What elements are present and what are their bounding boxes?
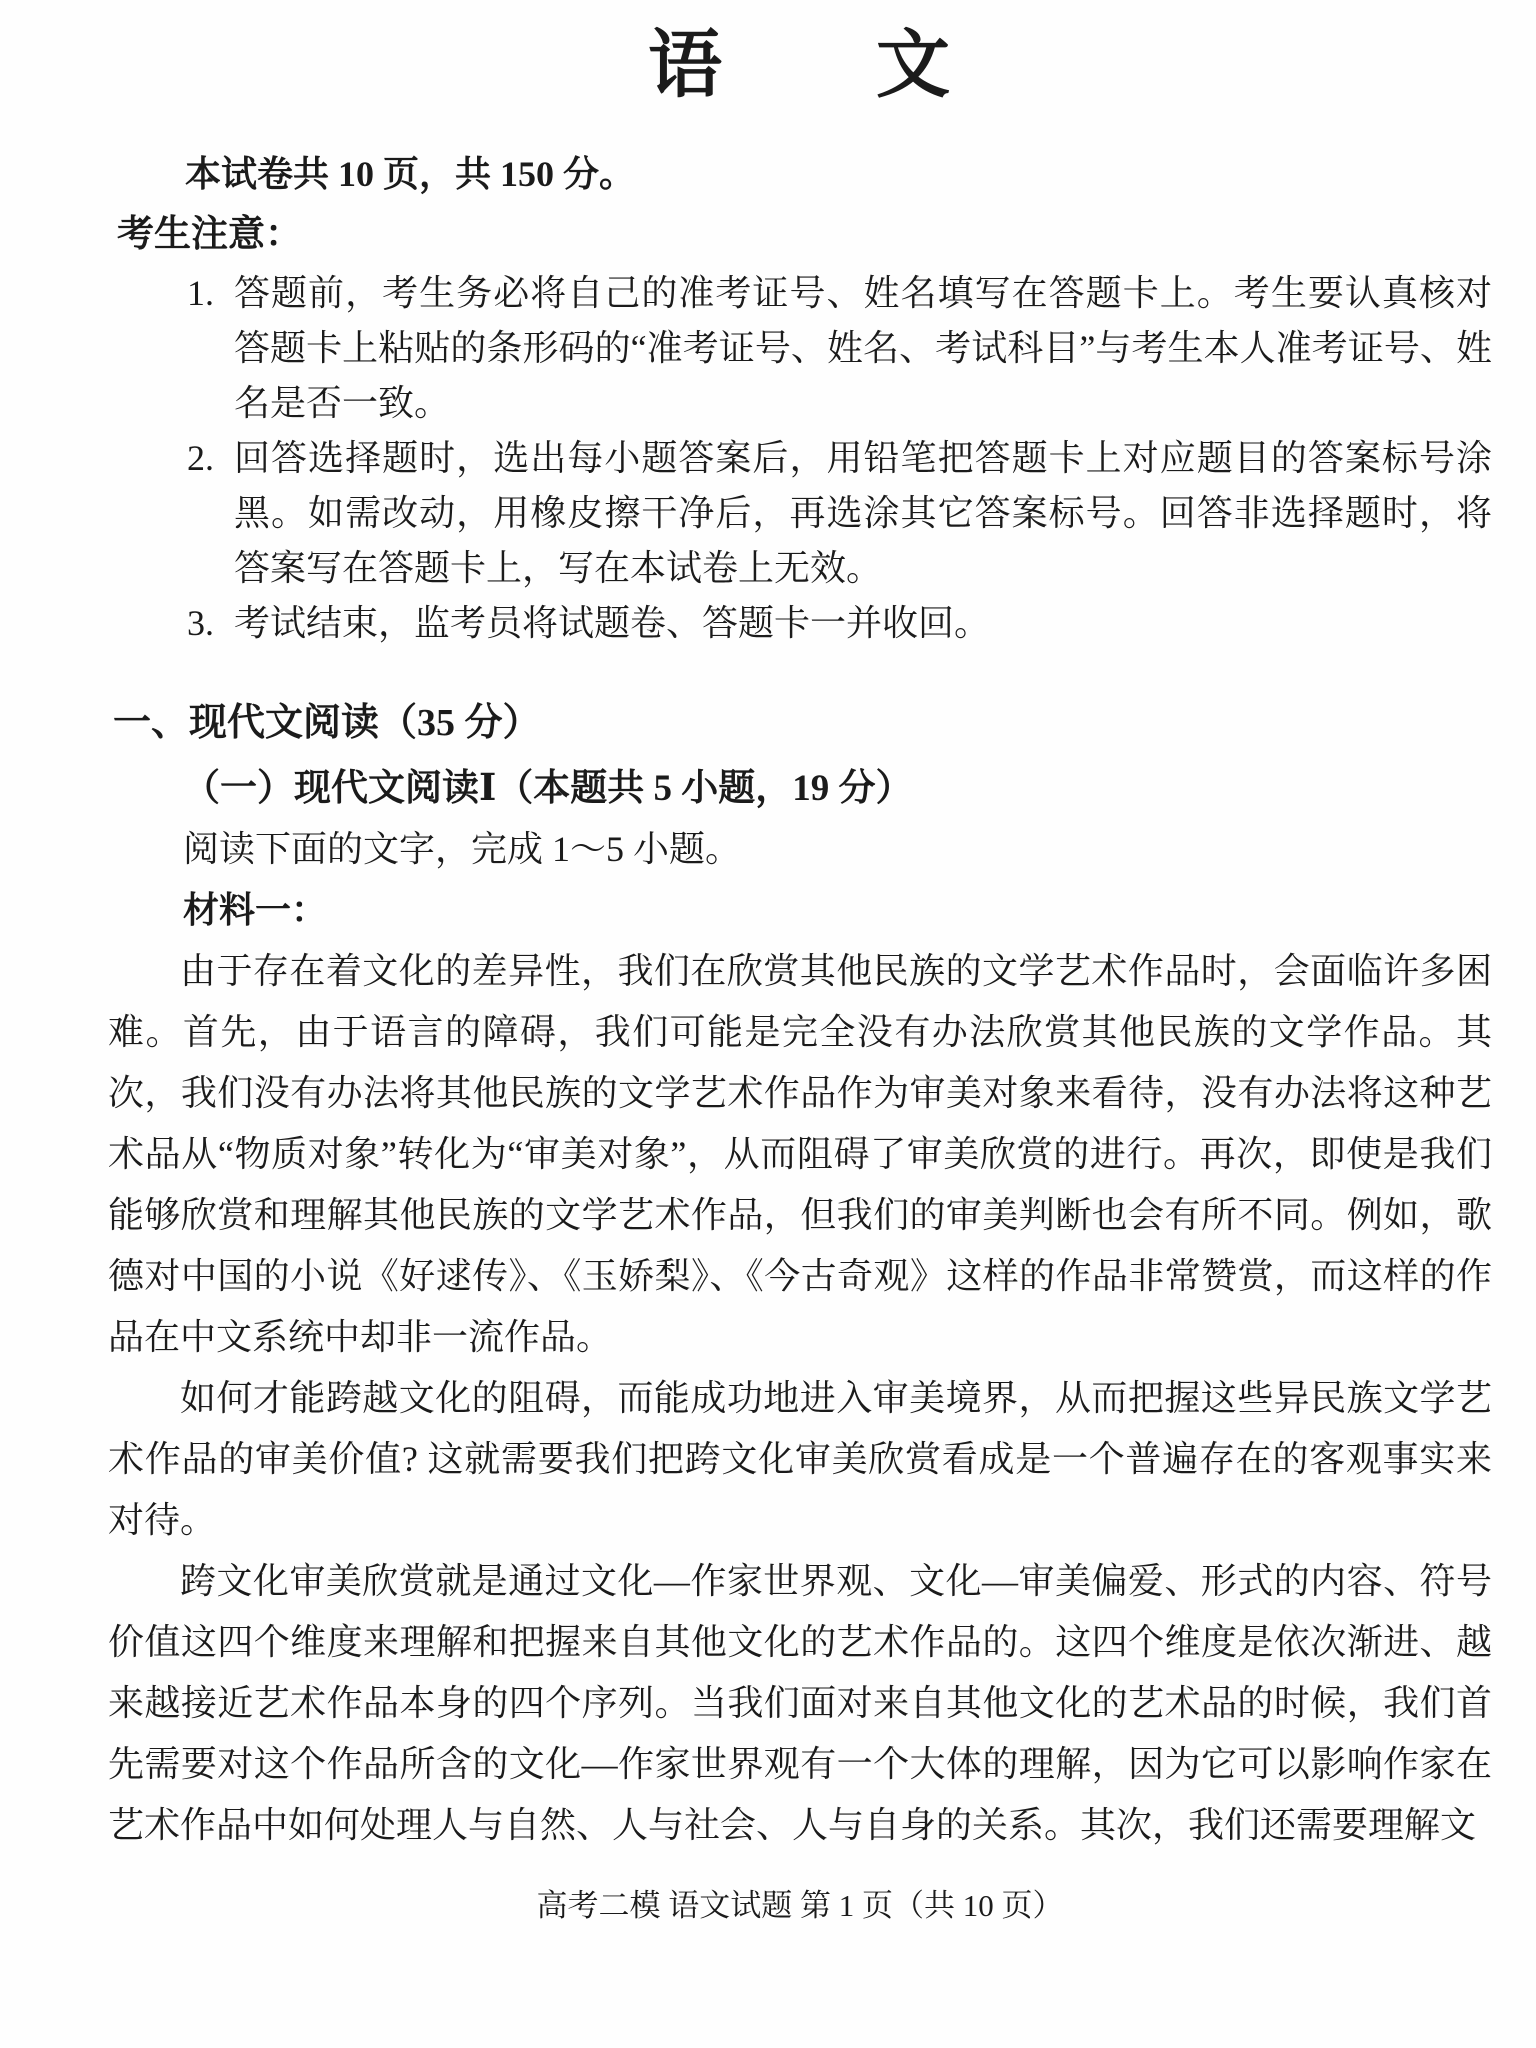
notice-item: [108, 596, 1492, 651]
body-paragraph: 由于存在着文化的差异性，我们在欣赏其他民族的文学艺术作品时，会面临许多困难。首先，由于语言的障碍，我们可能是完全没有办法欣赏其他民族的文学作品。其次，我们没有办法将其他民族的文学艺术作品作为审美对象来看待，没有办法将这种艺术品从“物质对象”转化为“审美对象”，从而阻碍了审美欣赏的进行。再次，即使是我们能够欣赏和理解其他民族的文学艺术作品，但我们的审美判断也会有所不同。例如，歌德对中国的小说《好逑传》、《玉娇梨》、《今古奇观》这样的作品非常赞赏，而这样的作品在中文系统中却非一流作品。: [108, 950, 1492, 1357]
exam-subtitle: 本试卷共 10 页，共 150 分。: [185, 154, 636, 195]
page-title: 语 文: [648, 25, 952, 107]
notice-text: 回答选择题时，选出每小题答案后，用铅笔把答题卡上对应题目的答案标号涂黑。如需改动，用橡皮擦干净后，再选涂其它答案标号。回答非选择题时，将答案写在答题卡上，写在本试卷上无效。: [234, 437, 1492, 588]
notice-list: [108, 266, 1492, 651]
notice-text: 考试结束，监考员将试题卷、答题卡一并收回。: [234, 602, 991, 643]
notice-number: 1.: [187, 272, 214, 313]
page-footer: 高考二模 语文试题 第 1 页（共 10 页）: [536, 1888, 1064, 1923]
notice-item: [108, 266, 1492, 431]
notice-heading: 考生注意：: [117, 213, 302, 255]
section-subheading-reading-1: （一）现代文阅读Ⅰ（本题共 5 小题，19 分）: [183, 767, 913, 809]
notice-item: [108, 431, 1492, 596]
material-one-label: 材料一：: [183, 889, 328, 930]
notice-number: 2.: [187, 437, 214, 478]
notice-number: 3.: [187, 602, 214, 643]
notice-text: 答题前，考生务必将自己的准考证号、姓名填写在答题卡上。考生要认真核对答题卡上粘贴的条形码的“准考证号、姓名、考试科目”与考生本人准考证号、姓名是否一致。: [234, 272, 1492, 423]
body-paragraph: 如何才能跨越文化的阻碍，而能成功地进入审美境界，从而把握这些异民族文学艺术作品的审美价值? 这就需要我们把跨文化审美欣赏看成是一个普遍存在的客观事实来对待。: [108, 1377, 1492, 1540]
body-paragraph: 跨文化审美欣赏就是通过文化—作家世界观、文化—审美偏爱、形式的内容、符号价值这四个维度来理解和把握来自其他文化的艺术作品的。这四个维度是依次渐进、越来越接近艺术作品本身的四个序列。当我们面对来自其他文化的艺术品的时候，我们首先需要对这个作品所含的文化—作家世界观有一个大体的理解，因为它可以影响作家在艺术作品中如何处理人与自然、人与社会、人与自身的关系。其次，我们还需要理解文: [108, 1560, 1492, 1845]
reading-instruction: 阅读下面的文字，完成 1～5 小题。: [183, 828, 742, 869]
section-heading-modern-reading: 一、现代文阅读（35 分）: [113, 701, 541, 744]
